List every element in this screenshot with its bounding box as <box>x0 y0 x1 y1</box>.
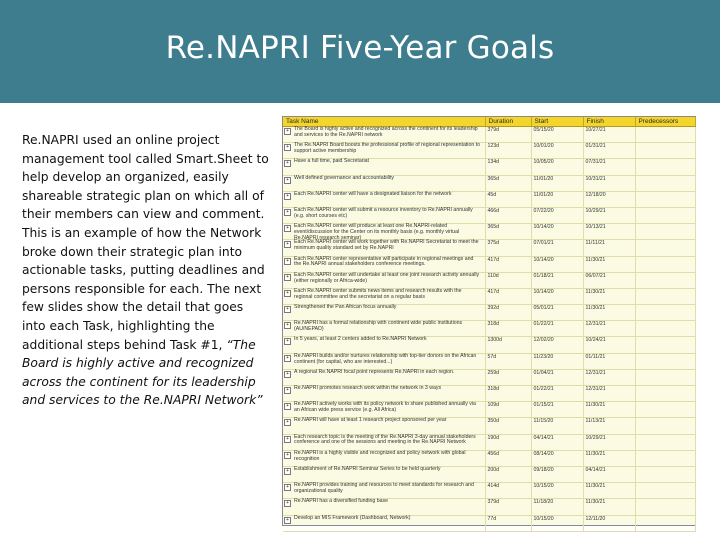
duration-cell[interactable]: 379d <box>485 127 531 143</box>
start-cell[interactable]: 10/14/20 <box>531 224 583 240</box>
predecessors-cell[interactable] <box>635 191 695 207</box>
table-row[interactable] <box>283 483 695 499</box>
start-cell[interactable]: 01/22/21 <box>531 321 583 337</box>
table-row[interactable] <box>283 207 695 223</box>
expand-icon[interactable]: + <box>284 436 291 443</box>
start-cell[interactable]: 11/01/20 <box>531 175 583 191</box>
table-row[interactable] <box>283 191 695 207</box>
duration-cell[interactable]: 77d <box>485 515 531 531</box>
task-name-cell[interactable] <box>283 369 485 385</box>
task-name: Have a full time, paid Secretariat <box>294 158 369 165</box>
table-row[interactable] <box>283 224 695 240</box>
finish-cell[interactable]: 12/11/20 <box>583 515 635 531</box>
duration-cell[interactable]: 318d <box>485 321 531 337</box>
task-rows <box>283 127 695 532</box>
duration-cell[interactable]: 318d <box>485 386 531 402</box>
start-cell[interactable]: 01/04/21 <box>531 369 583 385</box>
task-name-cell[interactable] <box>283 272 485 288</box>
task-table <box>283 117 696 532</box>
start-cell[interactable]: 10/14/20 <box>531 288 583 304</box>
start-cell[interactable]: 11/01/20 <box>531 191 583 207</box>
task-name: A regional Re.NAPRI focal point represents Re.NAPRI in each region. <box>294 368 455 375</box>
table-row[interactable] <box>283 369 695 385</box>
expand-icon[interactable]: + <box>284 468 291 475</box>
expand-icon[interactable]: + <box>284 371 291 378</box>
finish-cell[interactable]: 11/30/21 <box>583 288 635 304</box>
expand-icon[interactable]: + <box>284 338 291 345</box>
expand-icon[interactable]: + <box>284 290 291 297</box>
expand-icon[interactable]: + <box>284 355 291 362</box>
task-name-cell[interactable] <box>283 321 485 337</box>
duration-cell[interactable]: 45d <box>485 191 531 207</box>
table-row[interactable] <box>283 402 695 418</box>
expand-icon[interactable]: + <box>284 274 291 281</box>
task-name: Re.NAPRI promotes research work within the network in 3 ways <box>294 385 442 391</box>
expand-icon[interactable]: + <box>284 160 291 167</box>
expand-icon[interactable]: + <box>284 225 291 232</box>
finish-cell[interactable]: 12/31/21 <box>583 386 635 402</box>
finish-cell[interactable]: 11/30/21 <box>583 483 635 499</box>
table-row[interactable] <box>283 450 695 466</box>
task-name: Re.NAPRI is a highly visible and recognized and policy network with global recognition <box>294 449 466 462</box>
col-header-finish[interactable]: Finish <box>583 117 635 127</box>
task-name: Each Re.NAPRI center will undertake at least one joint research activity annually (either regionally or Africa-wide) <box>294 271 480 284</box>
task-name-cell[interactable] <box>283 434 485 450</box>
finish-cell[interactable]: 06/07/21 <box>583 272 635 288</box>
expand-icon[interactable]: + <box>284 144 291 151</box>
duration-cell[interactable]: 417d <box>485 256 531 272</box>
task-name-cell[interactable] <box>283 127 485 143</box>
task-name: Each Re.NAPRI center representative will participate in regional meetings and the Re.NAPRI annual stakeholders conference meetings. <box>294 255 474 268</box>
predecessors-cell[interactable] <box>635 207 695 223</box>
task-name: Re.NAPRI has a diversified funding base <box>294 498 389 505</box>
smartsheet-grid <box>282 116 696 526</box>
predecessors-cell[interactable] <box>635 321 695 337</box>
table-row[interactable] <box>283 337 695 353</box>
table-row[interactable] <box>283 466 695 482</box>
duration-cell[interactable]: 417d <box>485 288 531 304</box>
table-row[interactable] <box>283 127 695 143</box>
intro-text: Re.NAPRI used an online project management tool called Smart.Sheet to help develop an organized, easily shareable strategic plan on which all of their members can view and comment. This is an example of how the Network broke down their strategic plan into actionable tasks, putting deadlines and persons responsible for each. The next few slides show the detail that goes into each Task, highlighting the additional steps behind Task #1, <box>22 133 269 352</box>
task-name-cell[interactable] <box>283 450 485 466</box>
expand-icon[interactable]: + <box>284 209 291 216</box>
task-name-cell[interactable] <box>283 499 485 515</box>
finish-cell[interactable]: 10/27/21 <box>583 127 635 143</box>
table-row[interactable] <box>283 386 695 402</box>
start-cell[interactable]: 10/05/20 <box>531 159 583 175</box>
expand-icon[interactable]: + <box>284 241 291 248</box>
duration-cell[interactable]: 392d <box>485 305 531 321</box>
task-name-cell[interactable] <box>283 402 485 418</box>
start-cell[interactable]: 04/14/21 <box>531 434 583 450</box>
table-row[interactable] <box>283 515 695 531</box>
finish-cell[interactable]: 11/30/21 <box>583 402 635 418</box>
duration-cell[interactable]: 200d <box>485 466 531 482</box>
col-header-predecessors[interactable]: Predecessors <box>635 117 695 127</box>
start-cell[interactable]: 05/01/21 <box>531 305 583 321</box>
col-header-duration[interactable]: Duration <box>485 117 531 127</box>
predecessors-cell[interactable] <box>635 337 695 353</box>
duration-cell[interactable]: 123d <box>485 143 531 159</box>
finish-cell[interactable]: 11/30/21 <box>583 256 635 272</box>
title-bar <box>0 0 720 103</box>
table-row[interactable] <box>283 288 695 304</box>
predecessors-cell[interactable] <box>635 402 695 418</box>
start-cell[interactable]: 10/01/20 <box>531 143 583 159</box>
start-cell[interactable]: 10/15/20 <box>531 515 583 531</box>
intro-paragraph <box>22 131 270 410</box>
duration-cell[interactable]: 259d <box>485 369 531 385</box>
task-name-cell[interactable] <box>283 224 485 240</box>
predecessors-cell[interactable] <box>635 288 695 304</box>
task-name-cell[interactable] <box>283 353 485 369</box>
task-name: Each research topic is the meeting of the Re.NAPRI 3-day annual stakeholders conference and one of the sessions and meeting in the Re.NAPRI Network <box>294 433 476 446</box>
start-cell[interactable]: 11/15/20 <box>531 418 583 434</box>
task-name: Re.NAPRI will have at least 1 research project sponsored per year <box>294 417 447 424</box>
finish-cell[interactable]: 07/31/21 <box>583 159 635 175</box>
predecessors-cell[interactable] <box>635 386 695 402</box>
duration-cell[interactable]: 109d <box>485 402 531 418</box>
predecessors-cell[interactable] <box>635 240 695 256</box>
predecessors-cell[interactable] <box>635 515 695 531</box>
expand-icon[interactable]: + <box>284 500 291 507</box>
task-name: Well defined governance and accountability <box>294 174 394 181</box>
task-name: Re.NAPRI provides training and resources to meet standards for research and organizational quality <box>294 482 474 495</box>
predecessors-cell[interactable] <box>635 224 695 240</box>
duration-cell[interactable]: 110d <box>485 272 531 288</box>
start-cell[interactable]: 10/14/20 <box>531 256 583 272</box>
duration-cell[interactable]: 350d <box>485 418 531 434</box>
expand-icon[interactable]: + <box>284 177 291 184</box>
predecessors-cell[interactable] <box>635 143 695 159</box>
start-cell[interactable]: 05/15/20 <box>531 127 583 143</box>
table-row[interactable] <box>283 353 695 369</box>
predecessors-cell[interactable] <box>635 483 695 499</box>
task-name: Each Re.NAPRI center submits news items and research results with the regional committee and the secretariat on a regular basis <box>294 287 462 300</box>
start-cell[interactable]: 10/15/20 <box>531 483 583 499</box>
duration-cell[interactable]: 190d <box>485 434 531 450</box>
task-name-cell[interactable] <box>283 207 485 223</box>
table-row[interactable] <box>283 418 695 434</box>
finish-cell[interactable]: 10/24/21 <box>583 337 635 353</box>
predecessors-cell[interactable] <box>635 418 695 434</box>
start-cell[interactable]: 11/18/20 <box>531 499 583 515</box>
finish-cell[interactable]: 11/11/21 <box>583 240 635 256</box>
task-name-cell[interactable] <box>283 191 485 207</box>
predecessors-cell[interactable] <box>635 434 695 450</box>
finish-cell[interactable]: 10/13/21 <box>583 224 635 240</box>
expand-icon[interactable]: + <box>284 193 291 200</box>
finish-cell[interactable]: 11/30/21 <box>583 305 635 321</box>
task-name-cell[interactable] <box>283 515 485 531</box>
task-name: Each Re.NAPRI center will work together with Re.NAPRI Secretariat to meet the minimum quality standard set by Re.NAPRI <box>294 239 479 252</box>
start-cell[interactable]: 01/22/21 <box>531 386 583 402</box>
duration-cell[interactable]: 365d <box>485 175 531 191</box>
expand-icon[interactable]: + <box>284 387 291 394</box>
start-cell[interactable]: 07/22/20 <box>531 207 583 223</box>
predecessors-cell[interactable] <box>635 127 695 143</box>
table-row[interactable] <box>283 272 695 288</box>
expand-icon[interactable]: + <box>284 306 291 313</box>
task-name-cell[interactable] <box>283 240 485 256</box>
predecessors-cell[interactable] <box>635 353 695 369</box>
finish-cell[interactable]: 01/31/21 <box>583 143 635 159</box>
col-header-start[interactable]: Start <box>531 117 583 127</box>
predecessors-cell[interactable] <box>635 159 695 175</box>
expand-icon[interactable]: + <box>284 517 291 524</box>
task-name-cell[interactable] <box>283 386 485 402</box>
duration-cell[interactable]: 456d <box>485 450 531 466</box>
duration-cell[interactable]: 375d <box>485 240 531 256</box>
finish-cell[interactable]: 11/30/21 <box>583 450 635 466</box>
expand-icon[interactable]: + <box>284 128 291 135</box>
table-row[interactable] <box>283 240 695 256</box>
duration-cell[interactable]: 365d <box>485 224 531 240</box>
task-name: Establishment of Re.NAPRI Seminar Series to be held quarterly <box>294 465 441 472</box>
expand-icon[interactable]: + <box>284 419 291 426</box>
task-name: The Re.NAPRI Board boosts the professional profile of regional representation to support active membership <box>294 142 480 155</box>
task-name-cell[interactable] <box>283 466 485 482</box>
duration-cell[interactable]: 466d <box>485 207 531 223</box>
task-name: The Board is highly active and recognized across the continent for its leadership and services to the Re.NAPRI network <box>294 126 478 138</box>
start-cell[interactable]: 08/14/20 <box>531 450 583 466</box>
finish-cell[interactable]: 10/31/21 <box>583 175 635 191</box>
task-name-cell[interactable] <box>283 175 485 191</box>
intro-quote: “The Board is highly active and recognized across the continent for its leadership and services to the Re.NAPRI Network” <box>22 337 263 408</box>
predecessors-cell[interactable] <box>635 256 695 272</box>
expand-icon[interactable]: + <box>284 258 291 265</box>
task-name-cell[interactable] <box>283 288 485 304</box>
finish-cell[interactable]: 11/13/21 <box>583 418 635 434</box>
task-name-cell[interactable] <box>283 159 485 175</box>
start-cell[interactable]: 07/01/21 <box>531 240 583 256</box>
task-name: Each Re.NAPRI center will produce at least one Re.NAPRI-related event/discussion for the Center on its monthly basis (e.g. monthly virtual Re.NAPRI research seminar) <box>294 223 460 241</box>
duration-cell[interactable]: 379d <box>485 499 531 515</box>
finish-cell[interactable]: 04/14/21 <box>583 466 635 482</box>
table-row[interactable] <box>283 143 695 159</box>
table-row[interactable] <box>283 159 695 175</box>
expand-icon[interactable]: + <box>284 452 291 459</box>
duration-cell[interactable]: 57d <box>485 353 531 369</box>
start-cell[interactable]: 01/15/21 <box>531 402 583 418</box>
expand-icon[interactable]: + <box>284 403 291 410</box>
task-name: Re.NAPRI has a formal relationship with continent wide public institutions (AU/NEPAD) <box>294 320 463 333</box>
finish-cell[interactable]: 12/31/21 <box>583 321 635 337</box>
finish-cell[interactable]: 10/29/21 <box>583 434 635 450</box>
task-name: Strengthened the Pan African focus annually <box>294 304 397 311</box>
start-cell[interactable]: 12/02/20 <box>531 337 583 353</box>
task-name-cell[interactable] <box>283 337 485 353</box>
task-name-cell[interactable] <box>283 483 485 499</box>
finish-cell[interactable]: 01/11/21 <box>583 353 635 369</box>
task-name: In 5 years, at least 2 centers added to Re.NAPRI Network <box>294 336 427 343</box>
predecessors-cell[interactable] <box>635 369 695 385</box>
table-row[interactable] <box>283 434 695 450</box>
predecessors-cell[interactable] <box>635 450 695 466</box>
predecessors-cell[interactable] <box>635 466 695 482</box>
predecessors-cell[interactable] <box>635 272 695 288</box>
task-name: Re.NAPRI builds and/or nurtures relationship with top-tier donors on the African continent (for capital, who are interested...) <box>294 352 477 365</box>
predecessors-cell[interactable] <box>635 175 695 191</box>
task-name: Each Re.NAPRI center will submit a resource inventory to Re.NAPRI annually (e.g. short courses etc) <box>294 206 473 219</box>
task-name-cell[interactable] <box>283 418 485 434</box>
duration-cell[interactable]: 134d <box>485 159 531 175</box>
slide-title: Re.NAPRI Five-Year Goals <box>165 30 555 66</box>
expand-icon[interactable]: + <box>284 484 291 491</box>
table-row[interactable] <box>283 499 695 515</box>
table-row[interactable] <box>283 305 695 321</box>
duration-cell[interactable]: 1300d <box>485 337 531 353</box>
finish-cell[interactable]: 10/29/21 <box>583 207 635 223</box>
task-name: Develop an MIS Framework (Dashboard, Network) <box>294 514 411 521</box>
duration-cell[interactable]: 414d <box>485 483 531 499</box>
table-row[interactable] <box>283 175 695 191</box>
finish-cell[interactable]: 12/31/21 <box>583 369 635 385</box>
table-row[interactable] <box>283 321 695 337</box>
finish-cell[interactable]: 11/30/21 <box>583 499 635 515</box>
task-name-cell[interactable] <box>283 143 485 159</box>
task-name: Each Re.NAPRI center will have a designated liaison for the network <box>294 190 452 197</box>
start-cell[interactable]: 01/18/21 <box>531 272 583 288</box>
task-name-cell[interactable] <box>283 305 485 321</box>
col-header-task-name[interactable]: Task Name <box>283 117 485 127</box>
start-cell[interactable]: 09/18/20 <box>531 466 583 482</box>
predecessors-cell[interactable] <box>635 499 695 515</box>
predecessors-cell[interactable] <box>635 305 695 321</box>
table-row[interactable] <box>283 256 695 272</box>
start-cell[interactable]: 11/23/20 <box>531 353 583 369</box>
task-name-cell[interactable] <box>283 256 485 272</box>
finish-cell[interactable]: 12/18/20 <box>583 191 635 207</box>
expand-icon[interactable]: + <box>284 322 291 329</box>
task-name: Re.NAPRI actively works with its policy network to share published annually via an African wide press service (e.g. All Africa) <box>294 401 476 414</box>
